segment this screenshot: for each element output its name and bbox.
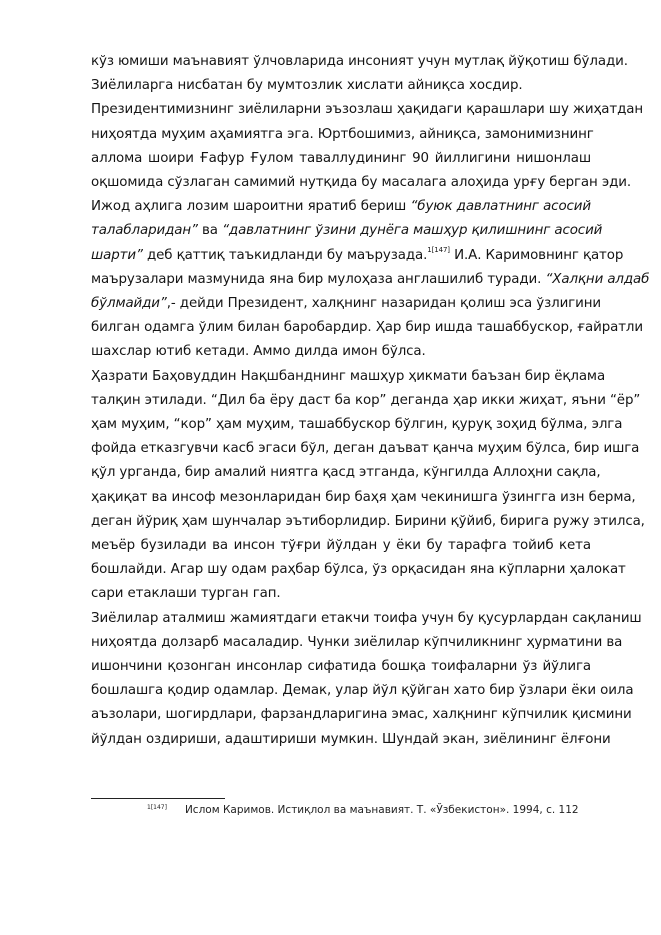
text-line (91, 268, 650, 292)
quote-italic: талабларидан” (91, 223, 198, 239)
text-line: бошлайди. Агар шу одам раҳбар бўлса, ўз орқасидан яна кўпларни ҳалокат (91, 562, 626, 578)
footnote-marker: 1[147] (147, 804, 167, 811)
text-line: ишончини қозонган инсонлар сифатида бошқа тоифаларни ўз йўлига (91, 659, 591, 675)
text-line: аъзолари, шогирдлари, фарзандларигина эмас, халқнинг кўпчилик қисмини (91, 707, 632, 723)
text-line: кўз юмиши маънавият ўлчовларида инсоният учун мутлақ йўқотиш бўлади. (91, 54, 628, 69)
text-line: фойда етказгувчи касб эгаси бўл, деган даъват қанча муҳим бўлса, бир ишга (91, 441, 640, 457)
quote-italic: бўлмайди” (91, 296, 167, 312)
quote-italic: “буюк давлатнинг асосий (410, 199, 592, 215)
text-line (91, 292, 601, 316)
footnote-separator (91, 798, 225, 799)
text-run: маърузалари мазмунида яна бир мулоҳаза англашилиб туради. (91, 271, 546, 287)
text-run: ва (197, 223, 223, 239)
text-line: ниҳоятда муҳим аҳамиятга эга. Юртбошимиз, айниқса, замонимизнинг (91, 126, 594, 142)
footnote-text: Ислом Каримов. Истиқлол ва маънавият. Т. «Ўзбекистон». 1994, с. 112 (184, 804, 579, 816)
text-line (91, 195, 591, 219)
quote-italic: “Халқни алдаб (545, 271, 650, 287)
text-line: бошлашга қодир одамлар. Демак, улар йўл қўйган хато бир ўзлари ёки оила (91, 683, 634, 699)
text-line: ҳам муҳим, “кор” ҳам муҳим, ташаббускор бўлгин, қуруқ зоҳид бўлма, элга (91, 417, 623, 433)
footnote-reference[interactable]: 1[147] (427, 245, 450, 254)
text-run: ,- дейди Президент, халқнинг назаридан қолиш эса ўзлигини (166, 296, 601, 312)
text-line: қўл урганда, бир амалий ниятга қасд этганда, кўнгилда Аллоҳни сақла, (91, 465, 601, 481)
text-line: ҳақиқат ва инсоф мезонларидан бир баҳя ҳам чекинишга ўзингга изн берма, (91, 489, 636, 505)
text-line (91, 219, 603, 243)
text-line: Зиёлилар аталмиш жамиятдаги етакчи тоифа учун бу қусурлардан сақланиш (91, 610, 642, 626)
text-line: Президентимизнинг зиёлиларни эъзозлаш ҳақидаги қарашлари шу жиҳатдан (91, 102, 644, 118)
text-line: йўлдан оздириши, адаштириши мумкин. Шундай экан, зиёлининг ёлғони (91, 731, 611, 747)
document-body (91, 50, 650, 752)
text-line: деган йўриқ ҳам шунчалар эътиборлидир. Бирини қўйиб, бирига ружу этилса, (91, 513, 645, 529)
text-line: Ҳазрати Баҳовуддин Нақшбанднинг машҳур ҳикмати баъзан бир ёқлама (91, 368, 606, 384)
text-run: И.А. Каримовнинг қатор (449, 247, 624, 263)
text-line (91, 244, 624, 268)
text-line: шахслар ютиб кетади. Аммо дилда имон бўлса. (91, 344, 426, 360)
text-line: сари етаклаши турган гап. (91, 586, 281, 602)
quote-italic: шарти” (91, 247, 143, 263)
text-line: талқин этилади. “Дил ба ёру даст ба кор” деганда ҳар икки жиҳат, яъни “ёр” (91, 392, 641, 408)
quote-italic: “давлатнинг ўзини дунёга машҳур қилишнинг асосий (222, 223, 603, 239)
text-line: аллома шоири Ғафур Ғулом таваллудининг 90 йиллигини нишонлаш (91, 150, 591, 166)
footnote (147, 801, 579, 817)
text-run: Ижод аҳлига лозим шароитни яратиб бериш (91, 199, 411, 215)
text-run: деб қаттиқ таъкидланди бу маърузада. (142, 247, 428, 263)
text-line: ниҳоятда долзарб масаладир. Чунки зиёлилар кўпчиликнинг ҳурматини ва (91, 634, 623, 650)
text-line: меъёр бузилади ва инсон тўғри йўлдан у ёки бу тарафга тойиб кета (91, 538, 591, 554)
text-line: оқшомида сўзлаган самимий нутқида бу масалага алоҳида урғу берган эди. (91, 175, 632, 191)
text-line: билган одамга ўлим билан баробардир. Ҳар бир ишда ташаббускор, ғайратли (91, 320, 643, 336)
text-line: Зиёлиларга нисбатан бу мумтозлик хислати айниқса хосдир. (91, 78, 523, 94)
